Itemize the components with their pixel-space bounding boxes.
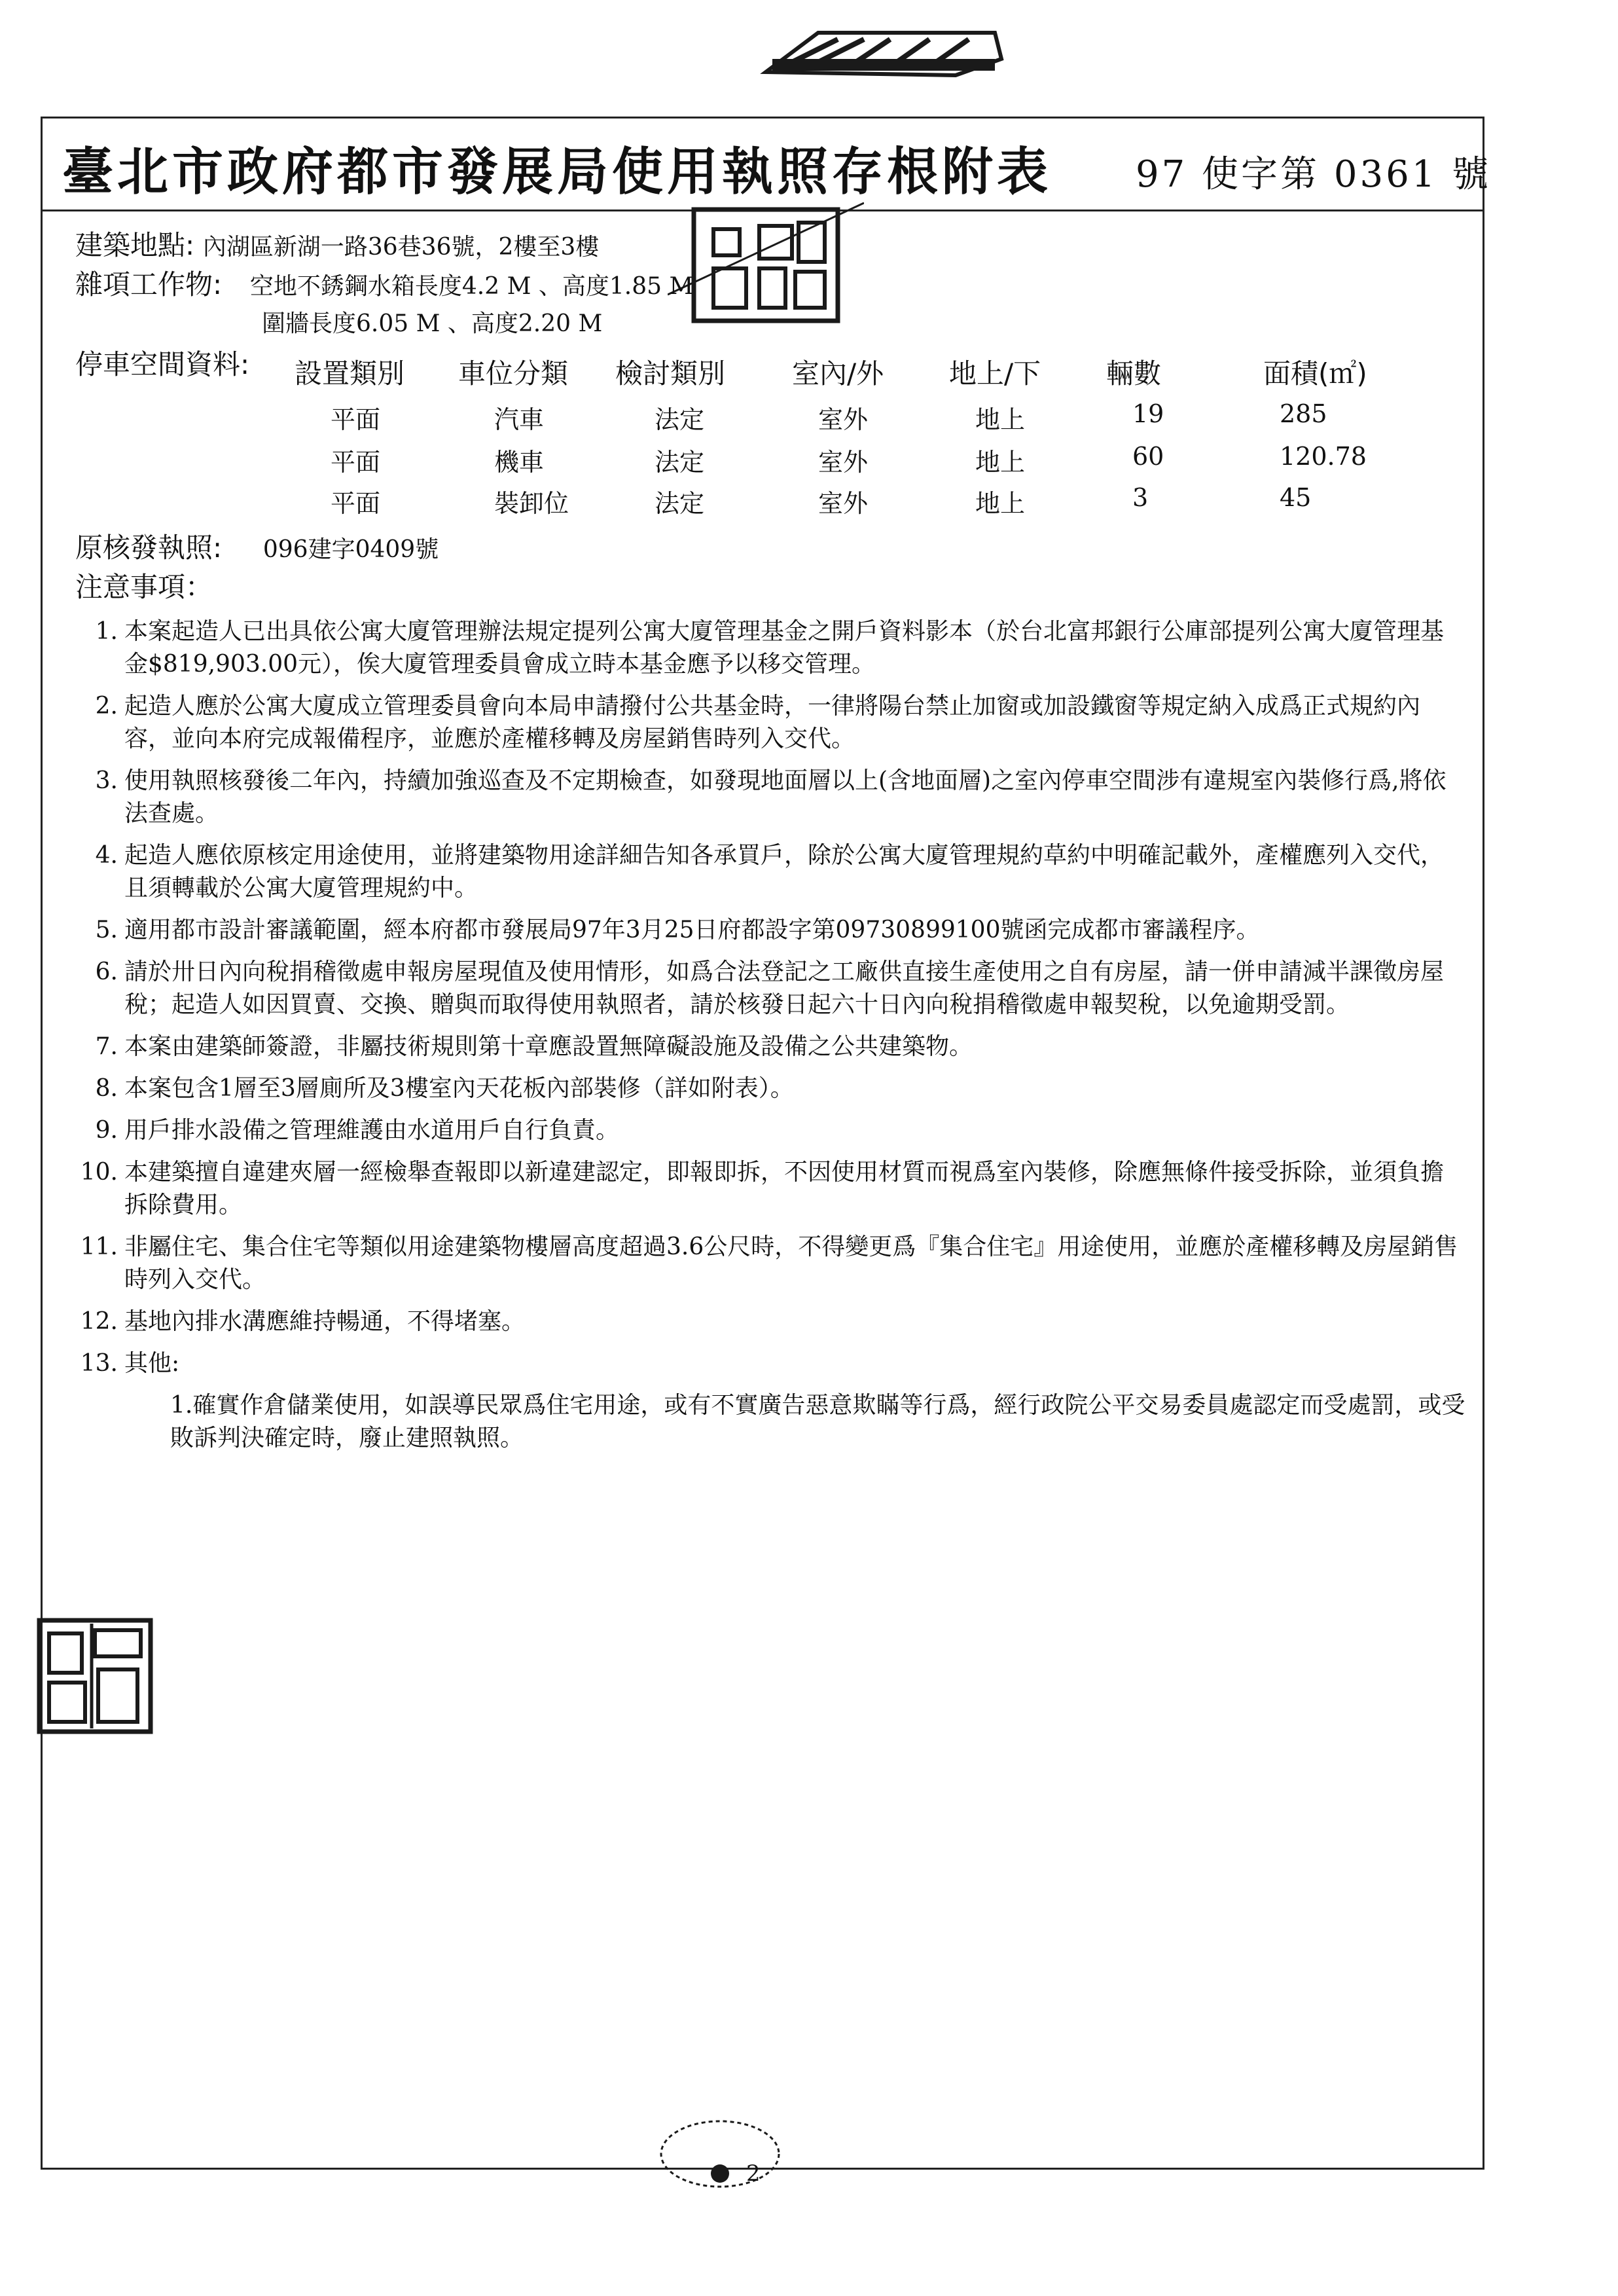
note-text: 起造人應依原核定用途使用，並將建築物用途詳細告知各承買戶，除於公寓大廈管理規約草約中明確記載外，產權應列入交代，且須轉載於公寓大廈管理規約中。	[124, 842, 1445, 902]
note-number: 13.	[80, 1350, 118, 1377]
cell: 45	[1280, 483, 1312, 512]
note-number: 6.	[95, 958, 118, 985]
list-item	[79, 839, 1466, 905]
cell: 機車	[494, 448, 545, 477]
cell: 法定	[655, 448, 705, 477]
list-item	[79, 1231, 1466, 1296]
note-number: 1.	[95, 618, 118, 645]
note-text: 本案由建築師簽證，非屬技術規則第十章應設置無障礙設施及設備之公共建築物。	[124, 1033, 973, 1060]
cell: 平面	[331, 405, 381, 434]
note-text: 請於卅日內向稅捐稽徵處申報房屋現值及使用情形，如爲合法登記之工廠供直接生產使用之自有房屋，請一併申請減半課徵房屋稅；起造人如因買賣、交換、贈與而取得使用執照者，請於核發日起六十日內向稅捐稽徵處申報契稅，以免逾期受罰。	[124, 958, 1445, 1018]
other-note-text: 1.確實作倉儲業使用，如誤導民眾爲住宅用途，或有不實廣告惡意欺瞞等行爲，經行政院公平交易委員處認定而受處罰，或受敗訴判決確定時，廢止建照執照。	[170, 1392, 1465, 1451]
parking-header-count: 輛數	[1106, 357, 1162, 390]
page-mark: 2	[746, 2160, 761, 2187]
cell: 平面	[331, 448, 381, 477]
cell: 19	[1132, 399, 1164, 428]
list-item	[79, 1030, 1466, 1063]
original-permit-label: 原核發執照:	[75, 532, 223, 564]
note-text: 適用都市設計審議範圍，經本府都市發展局97年3月25日府都設字第09730899100號函完成都市審議程序。	[124, 917, 1260, 943]
list-item	[79, 1305, 1466, 1338]
note-text: 使用執照核發後二年內，持續加強巡查及不定期檢查，如發現地面層以上(含地面層)之室內停車空間涉有違規室內裝修行爲,將依法查處。	[124, 767, 1447, 827]
note-number: 3.	[95, 767, 118, 794]
cell: 裝卸位	[494, 489, 569, 518]
misc-label: 雜項工作物:	[75, 268, 223, 301]
parking-label: 停車空間資料:	[75, 348, 250, 380]
notes-list	[79, 615, 1466, 1455]
note-number: 12.	[80, 1308, 118, 1335]
parking-header-review: 檢討類別	[615, 357, 726, 390]
note-text: 其他:	[124, 1350, 180, 1377]
list-item	[79, 690, 1466, 756]
cell: 地上	[975, 489, 1026, 518]
cell: 地上	[975, 448, 1026, 477]
cell: 汽車	[494, 405, 545, 434]
list-item	[79, 1114, 1466, 1147]
note-number: 7.	[95, 1033, 118, 1060]
note-text: 基地內排水溝應維持暢通，不得堵塞。	[124, 1308, 526, 1335]
note-text: 非屬住宅、集合住宅等類似用途建築物樓層高度超過3.6公尺時，不得變更爲『集合住宅』用途使用，並應於產權移轉及房屋銷售時列入交代。	[124, 1233, 1458, 1293]
document-title: 臺北市政府都市發展局使用執照存根附表	[62, 143, 1052, 202]
site-row	[75, 229, 599, 264]
cell: 60	[1132, 442, 1164, 471]
site-label: 建築地點:	[75, 229, 195, 261]
notes-heading: 注意事項：	[75, 571, 213, 603]
cell: 120.78	[1280, 442, 1367, 471]
cell: 285	[1280, 399, 1327, 428]
misc-row-2	[262, 306, 602, 340]
cell: 室外	[818, 405, 869, 434]
note-number: 11.	[80, 1233, 118, 1260]
note-text: 起造人應於公寓大廈成立管理委員會向本局申請撥付公共基金時，一律將陽台禁止加窗或加設鐵窗等規定納入成爲正式規約內容，並向本府完成報備程序，並應於產權移轉及房屋銷售時列入交代。	[124, 693, 1421, 752]
list-item	[79, 615, 1466, 681]
cell: 平面	[331, 489, 381, 518]
top-seal-stamp	[759, 20, 1008, 81]
parking-header-inout: 室內/外	[792, 357, 884, 390]
misc-row	[75, 268, 693, 303]
list-item	[79, 956, 1466, 1021]
cell: 室外	[818, 489, 869, 518]
note-text: 本建築擅自違建夾層一經檢舉查報即以新違建認定，即報即拆，不因使用材質而視爲室內裝修，除應無條件接受拆除，並須負擔拆除費用。	[124, 1159, 1445, 1218]
cell: 法定	[655, 405, 705, 434]
note-number: 8.	[95, 1075, 118, 1102]
cell: 室外	[818, 448, 869, 477]
note-number: 2.	[95, 693, 118, 720]
list-item	[79, 1347, 1466, 1380]
original-permit-row	[75, 532, 439, 566]
cell: 3	[1132, 483, 1149, 512]
square-seal-stamp	[668, 196, 864, 330]
list-item	[79, 1156, 1466, 1222]
parking-header-class: 車位分類	[458, 357, 569, 390]
bottom-round-stamp	[648, 2115, 792, 2215]
original-permit-value: 096建字0409號	[262, 536, 439, 563]
misc-line2: 圍牆長度6.05 M 、高度2.20 M	[262, 310, 603, 337]
misc-line1: 空地不銹鋼水箱長度4.2 M 、高度1.85 M	[249, 273, 694, 300]
cell: 法定	[655, 489, 705, 518]
left-seal-stamp	[26, 1611, 157, 1744]
permit-number: 97 使字第 0361 號	[1136, 153, 1492, 196]
parking-header-level: 地上/下	[949, 357, 1041, 390]
note-number: 9.	[95, 1117, 118, 1144]
cell: 地上	[975, 405, 1026, 434]
note-number: 4.	[95, 842, 118, 869]
site-value: 內湖區新湖一路36巷36號，2樓至3樓	[202, 234, 600, 261]
list-item	[79, 765, 1466, 830]
note-number: 10.	[80, 1159, 118, 1186]
list-item	[79, 1072, 1466, 1105]
note-text: 本案包含1層至3層廁所及3樓室內天花板內部裝修（詳如附表）。	[124, 1075, 794, 1102]
note-text: 用戶排水設備之管理維護由水道用戶自行負責。	[124, 1117, 620, 1144]
note-number: 5.	[95, 917, 118, 943]
parking-header-type: 設置類別	[295, 357, 405, 390]
parking-header-area: 面積(㎡)	[1263, 357, 1367, 390]
note-text: 本案起造人已出具依公寓大廈管理辦法規定提列公寓大廈管理基金之開戶資料影本（於台北富邦銀行公庫部提列公寓大廈管理基金$819,903.00元），俟大廈管理委員會成立時本基金應予以移交管理。	[124, 618, 1445, 678]
list-item	[79, 914, 1466, 947]
